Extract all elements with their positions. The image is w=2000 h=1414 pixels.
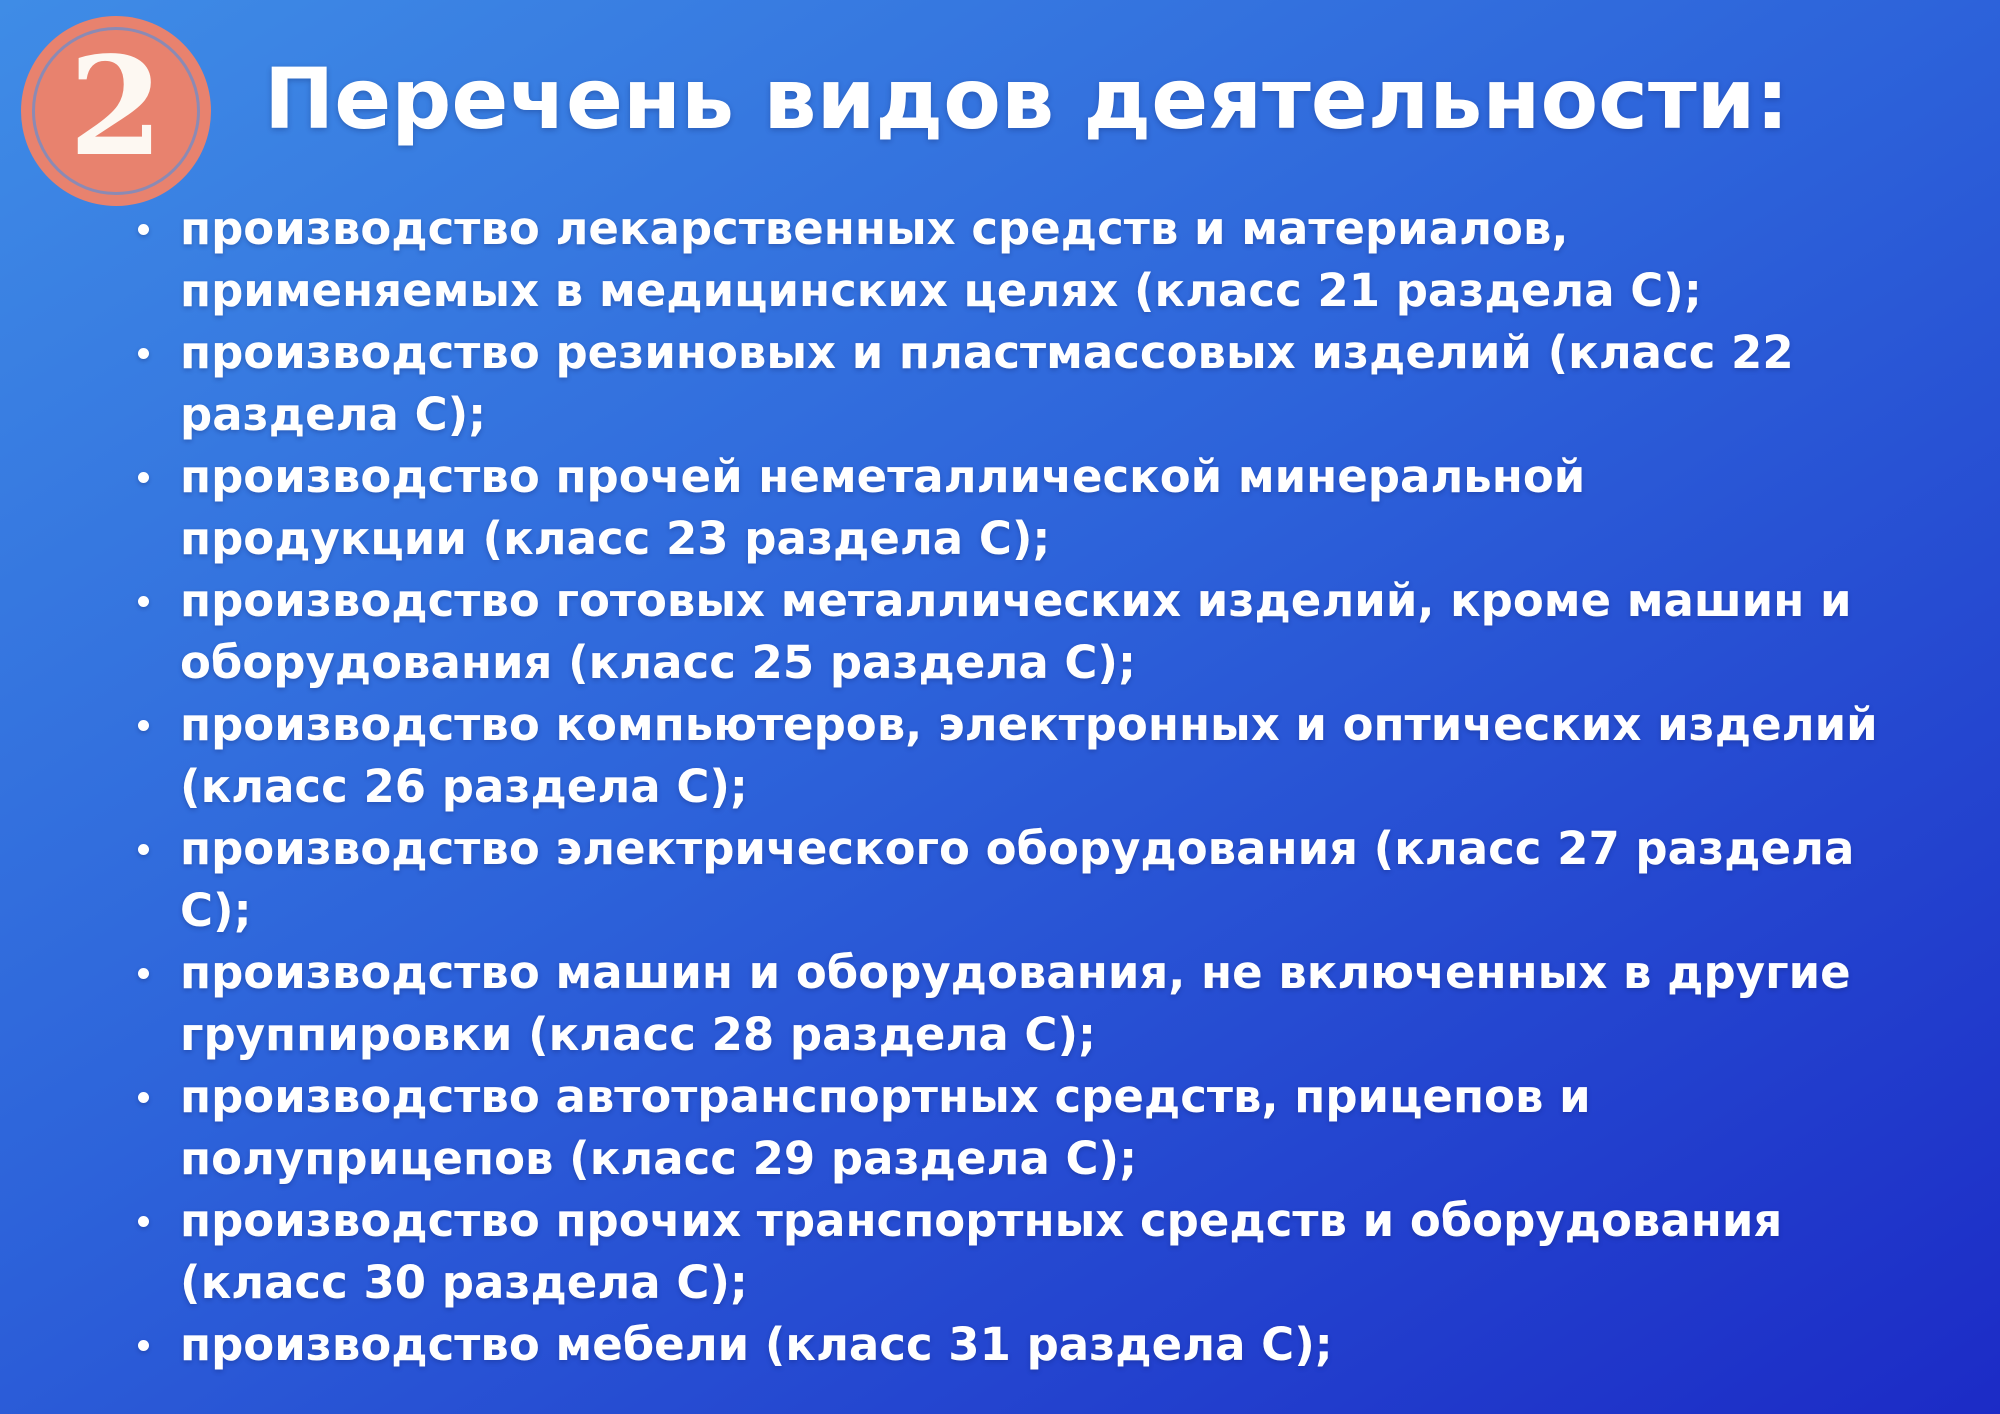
bullet-icon	[138, 1092, 149, 1103]
list-item-text: производство лекарственных средств и материалов, применяемых в медицинских целях (класс 21 раздела С);	[180, 202, 1702, 317]
list-item	[180, 942, 1885, 1066]
bullet-icon	[138, 1216, 149, 1227]
list-item-text: производство резиновых и пластмассовых изделий (класс 22 раздела С);	[180, 326, 1794, 441]
bullet-icon	[138, 844, 149, 855]
list-item-text: производство автотранспортных средств, прицепов и полуприцепов (класс 29 раздела С);	[180, 1070, 1591, 1185]
bullet-icon	[138, 720, 149, 731]
bullet-icon	[138, 224, 149, 235]
bullet-icon	[138, 968, 149, 979]
list-item	[180, 1190, 1885, 1314]
list-item-text: производство готовых металлических изделий, кроме машин и оборудования (класс 25 раздела С);	[180, 574, 1852, 689]
list-item	[180, 818, 1885, 942]
bullet-icon	[138, 348, 149, 359]
slide-number: 2	[68, 27, 164, 187]
list-item	[180, 198, 1885, 322]
list-item-text: производство прочей неметаллической минеральной продукции (класс 23 раздела С);	[180, 450, 1586, 565]
list-item-text: производство компьютеров, электронных и оптических изделий (класс 26 раздела С);	[180, 698, 1878, 813]
list-item	[180, 1314, 1885, 1376]
list-item-text: производство машин и оборудования, не включенных в другие группировки (класс 28 раздела С);	[180, 946, 1851, 1061]
list-item	[180, 570, 1885, 694]
bullet-icon	[138, 472, 149, 483]
list-item	[180, 1066, 1885, 1190]
list-item	[180, 694, 1885, 818]
activity-list	[180, 198, 1885, 1376]
list-item	[180, 446, 1885, 570]
page-title: Перечень видов деятельности:	[264, 50, 1790, 148]
bullet-icon	[138, 596, 149, 607]
slide-number-badge	[21, 16, 211, 206]
bullet-icon	[138, 1340, 149, 1351]
list-item-text: производство электрического оборудования (класс 27 раздела С);	[180, 822, 1855, 937]
list-item-text: производство мебели (класс 31 раздела С);	[180, 1318, 1333, 1371]
list-item	[180, 322, 1885, 446]
list-item-text: производство прочих транспортных средств и оборудования (класс 30 раздела С);	[180, 1194, 1783, 1309]
